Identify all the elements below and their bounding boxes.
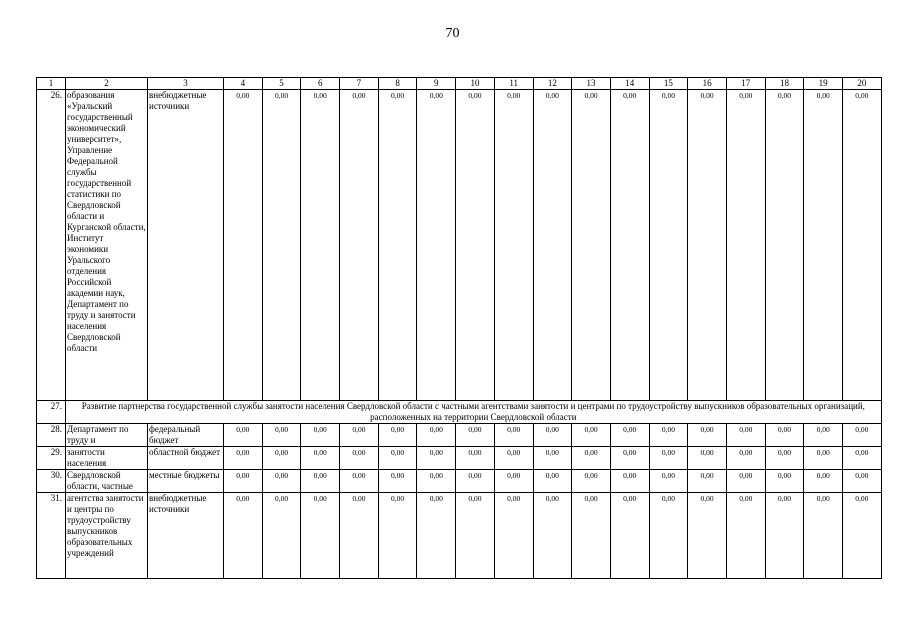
value-cell: 0,00 [494,90,533,401]
row-number: 30. [37,470,66,493]
value-cell: 0,00 [649,493,688,579]
column-header: 16 [688,78,727,90]
value-cell: 0,00 [340,493,379,579]
value-cell: 0,00 [417,447,456,470]
executor-cell: занятости населения [66,447,148,470]
value-cell: 0,00 [649,424,688,447]
column-header: 18 [765,78,804,90]
section-row [37,401,882,424]
value-cell: 0,00 [843,90,882,401]
value-cell: 0,00 [262,493,301,579]
table-row [37,470,882,493]
value-cell: 0,00 [688,90,727,401]
executor-cell: Свердловской области, частные [66,470,148,493]
column-header: 14 [610,78,649,90]
value-cell: 0,00 [224,424,263,447]
value-cell: 0,00 [572,424,611,447]
value-cell: 0,00 [494,447,533,470]
header-row [37,78,882,90]
value-cell: 0,00 [572,90,611,401]
value-cell: 0,00 [688,470,727,493]
value-cell: 0,00 [456,90,495,401]
funding-source-cell: внебюджетные источники [148,493,224,579]
column-header: 17 [726,78,765,90]
value-cell: 0,00 [456,424,495,447]
value-cell: 0,00 [340,470,379,493]
column-header: 7 [340,78,379,90]
column-header: 2 [66,78,148,90]
value-cell: 0,00 [765,447,804,470]
section-title: Развитие партнерства государственной службы занятости населения Свердловской области с частными агентствами занятости и центрами по трудоустройству выпускников образовательных организаций, расположенных на территории Свердловской области [66,401,882,424]
column-header: 9 [417,78,456,90]
value-cell: 0,00 [378,90,417,401]
value-cell: 0,00 [533,470,572,493]
value-cell: 0,00 [804,493,843,579]
column-header: 8 [378,78,417,90]
value-cell: 0,00 [804,424,843,447]
column-header: 19 [804,78,843,90]
funding-source-cell: областной бюджет [148,447,224,470]
value-cell: 0,00 [224,447,263,470]
row-number: 26. [37,90,66,401]
value-cell: 0,00 [533,424,572,447]
value-cell: 0,00 [726,90,765,401]
funding-source-cell: федеральный бюджет [148,424,224,447]
value-cell: 0,00 [456,447,495,470]
value-cell: 0,00 [765,424,804,447]
value-cell: 0,00 [456,470,495,493]
value-cell: 0,00 [378,493,417,579]
column-header: 1 [37,78,66,90]
value-cell: 0,00 [610,493,649,579]
value-cell: 0,00 [726,447,765,470]
value-cell: 0,00 [262,470,301,493]
value-cell: 0,00 [804,470,843,493]
funding-source-cell: внебюджетные источники [148,90,224,401]
value-cell: 0,00 [533,493,572,579]
value-cell: 0,00 [224,470,263,493]
value-cell: 0,00 [765,470,804,493]
budget-table [36,77,882,579]
value-cell: 0,00 [726,424,765,447]
value-cell: 0,00 [843,470,882,493]
executor-cell: Департамент по труду и [66,424,148,447]
row-number: 29. [37,447,66,470]
value-cell: 0,00 [417,470,456,493]
value-cell: 0,00 [494,424,533,447]
column-header: 11 [494,78,533,90]
value-cell: 0,00 [572,493,611,579]
column-header: 12 [533,78,572,90]
executor-cell: агентства занятости и центры по трудоустройству выпускников образовательных учреждений [66,493,148,579]
column-header: 13 [572,78,611,90]
value-cell: 0,00 [610,447,649,470]
table-row [37,424,882,447]
column-header: 10 [456,78,495,90]
value-cell: 0,00 [301,493,340,579]
value-cell: 0,00 [726,493,765,579]
value-cell: 0,00 [417,424,456,447]
column-header: 4 [224,78,263,90]
funding-source-cell: местные бюджеты [148,470,224,493]
value-cell: 0,00 [572,447,611,470]
value-cell: 0,00 [340,424,379,447]
value-cell: 0,00 [688,493,727,579]
value-cell: 0,00 [688,424,727,447]
value-cell: 0,00 [262,90,301,401]
value-cell: 0,00 [301,90,340,401]
table-row [37,90,882,401]
page-number: 70 [445,26,460,41]
value-cell: 0,00 [843,424,882,447]
value-cell: 0,00 [224,90,263,401]
value-cell: 0,00 [572,470,611,493]
table-row [37,493,882,579]
value-cell: 0,00 [649,90,688,401]
value-cell: 0,00 [340,447,379,470]
value-cell: 0,00 [494,470,533,493]
value-cell: 0,00 [301,424,340,447]
value-cell: 0,00 [649,447,688,470]
table-row [37,447,882,470]
value-cell: 0,00 [533,447,572,470]
value-cell: 0,00 [494,493,533,579]
column-header: 6 [301,78,340,90]
value-cell: 0,00 [843,447,882,470]
value-cell: 0,00 [417,493,456,579]
value-cell: 0,00 [688,447,727,470]
value-cell: 0,00 [843,493,882,579]
value-cell: 0,00 [610,424,649,447]
value-cell: 0,00 [378,424,417,447]
value-cell: 0,00 [262,424,301,447]
value-cell: 0,00 [649,470,688,493]
value-cell: 0,00 [804,90,843,401]
row-number: 31. [37,493,66,579]
value-cell: 0,00 [340,90,379,401]
value-cell: 0,00 [533,90,572,401]
value-cell: 0,00 [456,493,495,579]
value-cell: 0,00 [301,470,340,493]
value-cell: 0,00 [301,447,340,470]
column-header: 20 [843,78,882,90]
column-header: 3 [148,78,224,90]
value-cell: 0,00 [378,447,417,470]
value-cell: 0,00 [262,447,301,470]
value-cell: 0,00 [726,470,765,493]
value-cell: 0,00 [765,493,804,579]
value-cell: 0,00 [224,493,263,579]
column-header: 5 [262,78,301,90]
value-cell: 0,00 [378,470,417,493]
row-number: 27. [37,401,66,424]
value-cell: 0,00 [804,447,843,470]
value-cell: 0,00 [610,90,649,401]
row-number: 28. [37,424,66,447]
column-header: 15 [649,78,688,90]
value-cell: 0,00 [765,90,804,401]
value-cell: 0,00 [610,470,649,493]
executor-cell: образования «Уральский государственный экономический университет», Управление Федеральной службы государственной статистики по Свердловской области и Курганской области, Институт экономики Уральского отделения Российской академии наук, Департамент по труду и занятости населения Свердловской области [66,90,148,401]
value-cell: 0,00 [417,90,456,401]
